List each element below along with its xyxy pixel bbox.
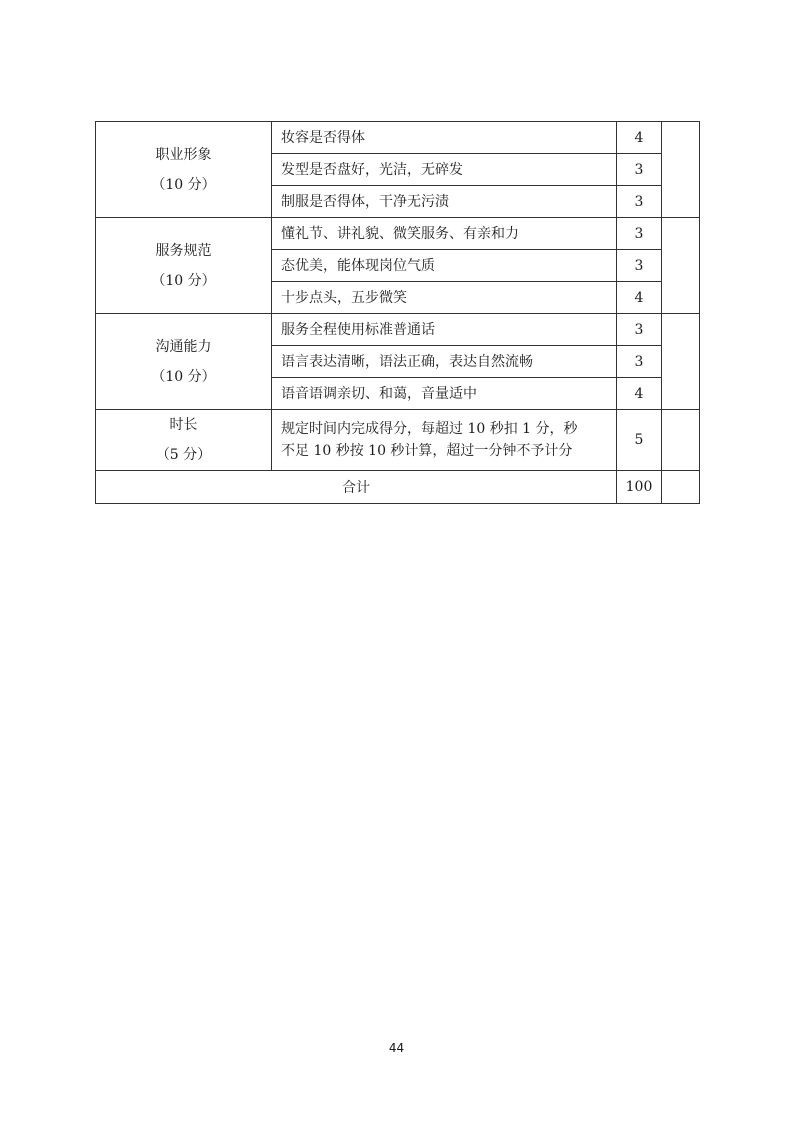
criterion-score: 4 <box>617 282 662 314</box>
blank-cell <box>662 410 700 471</box>
criterion-score: 3 <box>617 250 662 282</box>
criterion-text: 制服是否得体，干净无污渍 <box>272 186 617 218</box>
category-name: 沟通能力 <box>155 338 212 355</box>
category-name: 时长 <box>169 417 198 433</box>
criterion-text: 发型是否盘好，光洁，无碎发 <box>272 154 617 186</box>
category-points: （5 分） <box>155 447 212 463</box>
criterion-text: 语音语调亲切、和蔼，音量适中 <box>272 378 617 410</box>
total-score: 100 <box>617 471 662 504</box>
category-points: （10 分） <box>151 368 216 385</box>
criterion-score: 3 <box>617 154 662 186</box>
blank-cell <box>662 122 700 218</box>
category-name: 服务规范 <box>155 242 212 259</box>
page-number: 44 <box>388 1041 405 1055</box>
criterion-score: 4 <box>617 122 662 154</box>
criterion-score: 5 <box>617 410 662 471</box>
criterion-score: 3 <box>617 186 662 218</box>
category-cell <box>96 410 272 471</box>
criterion-text: 态优美，能体现岗位气质 <box>272 250 617 282</box>
table-row <box>96 410 700 471</box>
criterion-text: 语言表达清晰，语法正确，表达自然流畅 <box>272 346 617 378</box>
criterion-score: 3 <box>617 346 662 378</box>
blank-cell <box>662 471 700 504</box>
category-cell <box>96 218 272 314</box>
total-label: 合计 <box>96 471 617 504</box>
scoring-table <box>95 121 700 504</box>
category-points: （10 分） <box>151 272 216 289</box>
criterion-score: 3 <box>617 314 662 346</box>
blank-cell <box>662 218 700 314</box>
category-points: （10 分） <box>151 176 216 193</box>
category-cell <box>96 314 272 410</box>
table-row <box>96 122 700 154</box>
criterion-line: 规定时间内完成得分，每超过 10 秒扣 1 分，秒 <box>281 421 578 437</box>
table-row <box>96 218 700 250</box>
criterion-score: 4 <box>617 378 662 410</box>
table-row <box>96 314 700 346</box>
total-row <box>96 471 700 504</box>
criterion-line: 不足 10 秒按 10 秒计算，超过一分钟不予计分 <box>281 443 573 459</box>
criterion-text <box>272 410 617 471</box>
criterion-score: 3 <box>617 218 662 250</box>
criterion-text: 懂礼节、讲礼貌、微笑服务、有亲和力 <box>272 218 617 250</box>
criterion-text: 妆容是否得体 <box>272 122 617 154</box>
blank-cell <box>662 314 700 410</box>
criterion-text: 十步点头，五步微笑 <box>272 282 617 314</box>
criterion-text: 服务全程使用标准普通话 <box>272 314 617 346</box>
category-name: 职业形象 <box>155 146 212 163</box>
category-cell <box>96 122 272 218</box>
